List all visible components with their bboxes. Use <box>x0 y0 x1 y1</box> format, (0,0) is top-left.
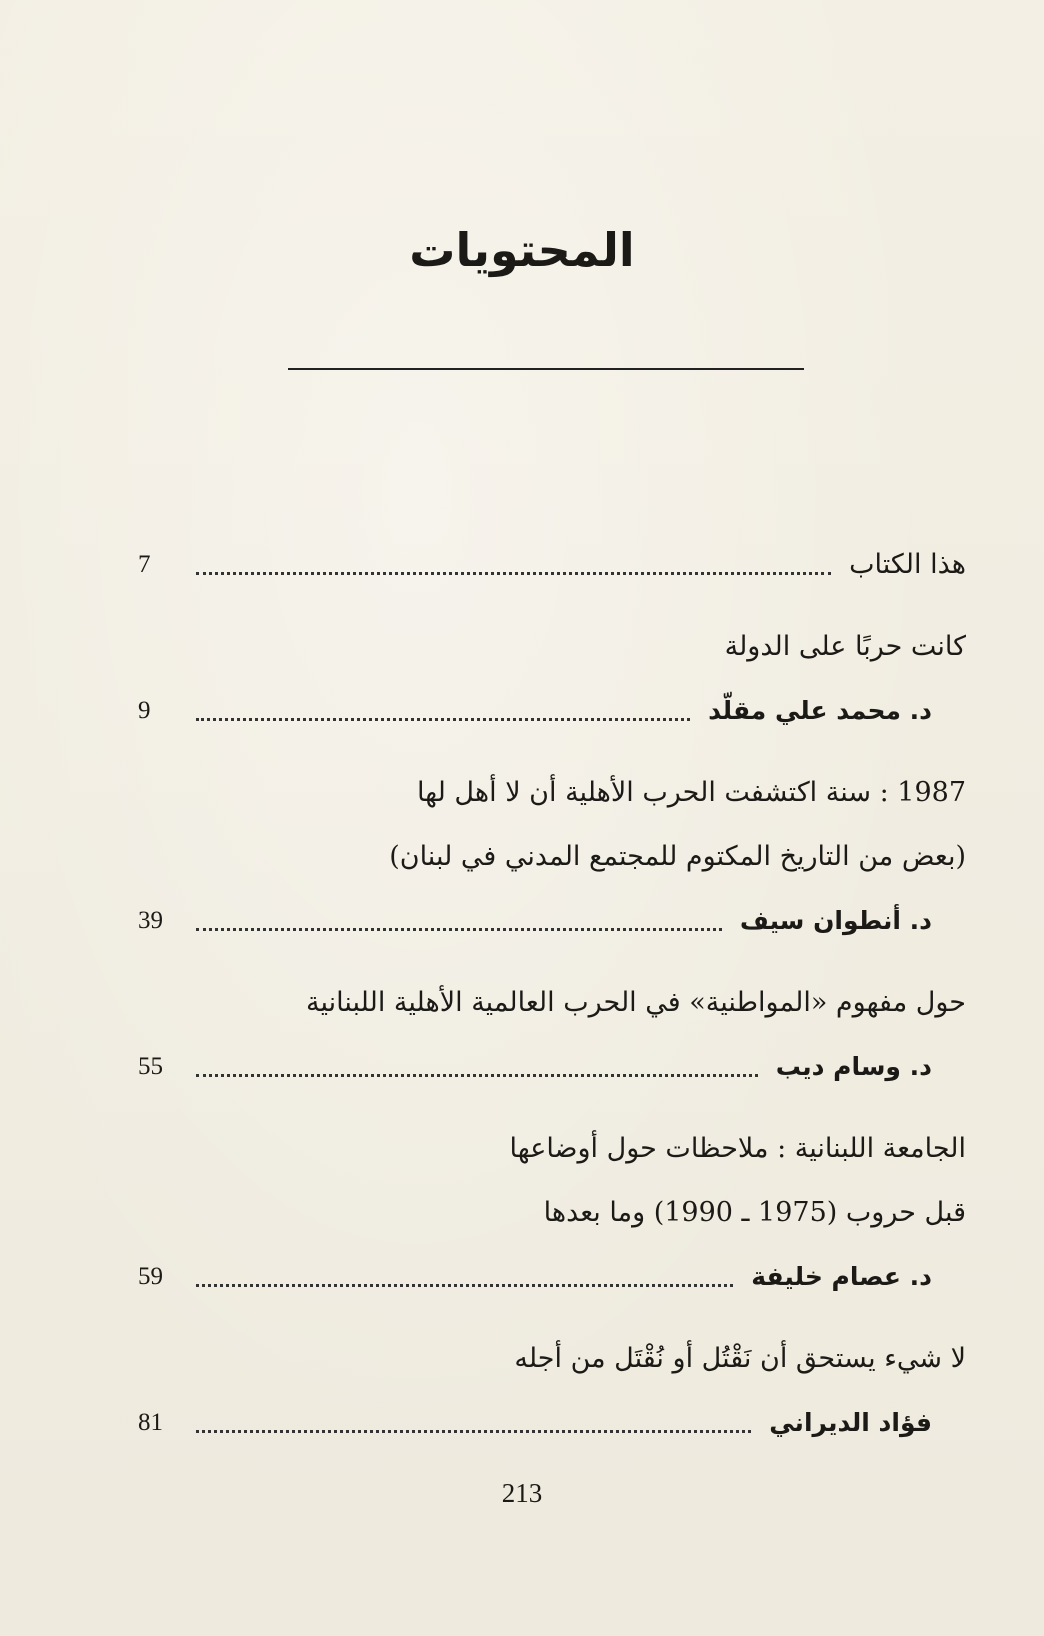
leader-dots <box>196 1283 733 1287</box>
toc-entry <box>138 627 966 731</box>
entry-author: د. محمد علي مقلّد <box>708 696 932 725</box>
entry-page-number: 9 <box>138 697 151 724</box>
entry-page-number: 7 <box>138 551 151 578</box>
toc-entry <box>138 1339 966 1443</box>
table-of-contents <box>138 545 966 1485</box>
entry-subtitle: قبل حروب (1975 ـ 1990) وما بعدها <box>543 1197 966 1228</box>
toc-entry <box>138 545 966 585</box>
entry-title: هذا الكتاب <box>849 549 966 580</box>
page-number: 213 <box>501 1478 543 1508</box>
page-title: المحتويات <box>409 223 635 277</box>
entry-author: د. عصام خليفة <box>751 1262 932 1291</box>
leader-dots <box>196 1073 758 1077</box>
entry-page-number: 81 <box>138 1409 163 1436</box>
entry-author: د. وسام ديب <box>775 1052 932 1081</box>
entry-author: د. أنطوان سيف <box>739 906 932 935</box>
entry-title: حول مفهوم «المواطنية» في الحرب العالمية الأهلية اللبنانية <box>306 987 966 1018</box>
entry-title: الجامعة اللبنانية : ملاحظات حول أوضاعها <box>509 1133 966 1164</box>
leader-dots <box>196 927 722 931</box>
title-divider <box>288 368 804 370</box>
entry-subtitle: (بعض من التاريخ المكتوم للمجتمع المدني في لبنان) <box>389 841 966 872</box>
entry-page-number: 59 <box>138 1263 163 1290</box>
entry-title: كانت حربًا على الدولة <box>724 631 966 662</box>
entry-page-number: 55 <box>138 1053 163 1080</box>
toc-entry <box>138 983 966 1087</box>
entry-title: 1987 : سنة اكتشفت الحرب الأهلية أن لا أهل لها <box>416 777 966 808</box>
leader-dots <box>196 571 831 575</box>
entry-page-number: 39 <box>138 907 163 934</box>
toc-entry <box>138 773 966 941</box>
entry-author: فؤاد الديراني <box>769 1408 932 1437</box>
leader-dots <box>196 717 690 721</box>
toc-entry <box>138 1129 966 1297</box>
leader-dots <box>196 1429 751 1433</box>
entry-title: لا شيء يستحق أن نَقْتُل أو نُقْتَل من أجله <box>514 1343 966 1374</box>
